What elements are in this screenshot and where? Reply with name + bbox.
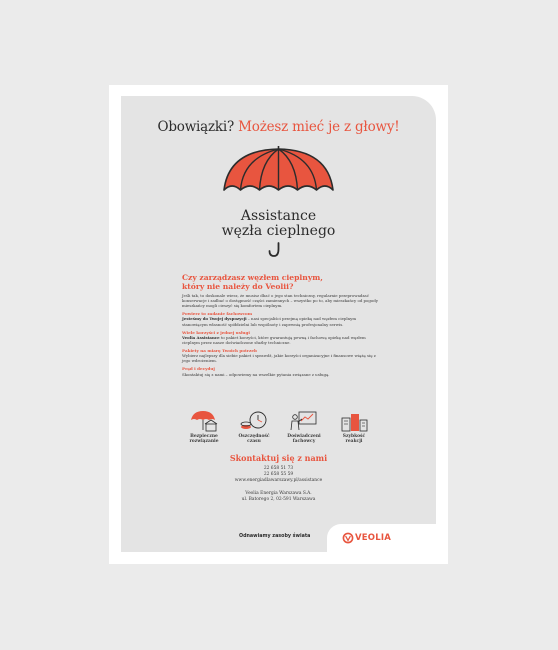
benefit-label bbox=[329, 434, 379, 445]
benefit-item bbox=[279, 410, 329, 445]
clock-coins-icon bbox=[239, 410, 269, 432]
leaflet-page bbox=[109, 85, 448, 564]
body-text bbox=[182, 274, 382, 380]
intro-text: Jeśli tak, to doskonale wiesz, że musisz dbać o jego stan techniczny, regularnie przeprowadzać konserwacje i zadbać o dostępność części zamiennych – wszystko po to, aby mieszkańcy od pogody mieszkańcy mogli cieszyć się komfortem cieplnym. bbox=[182, 293, 378, 309]
slogan: Odnawiamy zasoby świata bbox=[239, 534, 311, 539]
benefit-label bbox=[229, 434, 279, 445]
section-text: to pakiet korzyści, które gwarantują pewną i fachową opiekę nad węzłem cieplnym przez nasze doświadczone służby techniczne. bbox=[182, 334, 366, 345]
benefit-label bbox=[279, 434, 329, 445]
section-text: Wybierz najlepszy dla siebie pakiet i sprawdź, jakie korzyści organizacyjne i finansowe wiążą się z jego wdrożeniem. bbox=[182, 353, 376, 364]
title-line2: węzła cieplnego bbox=[221, 223, 336, 239]
veolia-logo-icon bbox=[342, 532, 354, 544]
umbrella-icon bbox=[221, 146, 336, 261]
section-text: – nasi specjaliści przejmą opiekę nad węzłem cieplnym stanowiącym własność spółdzielni lub wspólnoty i zapewnią profesjonalny serwis. bbox=[182, 316, 357, 327]
headline-part2: Możesz mieć je z głowy! bbox=[238, 119, 400, 135]
street-address: ul. Batorego 2, 02-591 Warszawa bbox=[241, 496, 316, 502]
presenter-icon bbox=[289, 410, 319, 432]
benefit-label-line2: fachowcy bbox=[292, 439, 316, 445]
benefit-item bbox=[329, 410, 379, 445]
section-lead: Jesteśmy do Twojej dyspozycji bbox=[182, 316, 247, 322]
content-panel bbox=[121, 96, 436, 552]
section-1 bbox=[182, 311, 382, 326]
benefits-row bbox=[179, 410, 381, 458]
benefit-label-line2: reakcji bbox=[345, 439, 363, 445]
section-text: Skontaktuj się z nami – odpowiemy na wszelkie pytania związane z usługą. bbox=[182, 371, 330, 377]
phone-2[interactable]: 22 658 55 59 bbox=[263, 471, 294, 477]
benefit-item bbox=[179, 410, 229, 445]
benefit-label-line1: Doświadczeni bbox=[287, 434, 321, 439]
benefit-item bbox=[229, 410, 279, 445]
phone-1[interactable]: 22 658 51 73 bbox=[263, 466, 294, 471]
contact-info bbox=[121, 466, 436, 483]
company-name: Veolia Energia Warszawa S.A. bbox=[245, 491, 312, 496]
title bbox=[121, 209, 436, 239]
benefit-label bbox=[179, 434, 229, 445]
buildings-icon bbox=[339, 410, 369, 432]
benefit-label-line1: Oszczędność bbox=[238, 434, 270, 439]
section-heading: Prąd i decyduj bbox=[182, 366, 215, 372]
benefit-label-line1: Szybkość bbox=[342, 434, 366, 439]
website-link[interactable]: www.energiadlawarszawy.pl/assistance bbox=[234, 477, 323, 483]
section-heading: Powierz to zadanie fachowcom bbox=[182, 311, 253, 317]
benefit-label-line2: czasu bbox=[247, 439, 261, 445]
section-lead: Veolia Assistance bbox=[182, 334, 220, 340]
headline-part1: Obowiązki? bbox=[157, 119, 235, 135]
benefit-label-line1: Bezpieczne bbox=[190, 434, 218, 439]
benefit-label-line2: rozwiązanie bbox=[189, 439, 219, 445]
headline bbox=[121, 119, 436, 135]
veolia-logo-text: VEOLIA bbox=[355, 533, 391, 543]
section-4 bbox=[182, 366, 382, 376]
section-3 bbox=[182, 348, 382, 363]
section-2 bbox=[182, 330, 382, 345]
intro-question-line2: który nie należy do Veolii? bbox=[182, 281, 294, 291]
contact-title: Skontaktuj się z nami bbox=[229, 453, 328, 463]
section-heading: Wiele korzyści z jednej usługi bbox=[182, 329, 250, 335]
umbrella-house-icon bbox=[189, 410, 219, 432]
title-line1: Assistance bbox=[240, 208, 317, 224]
intro-question bbox=[182, 274, 382, 291]
address bbox=[121, 491, 436, 503]
intro-question-line1: Czy zarządzasz węzłem cieplnym, bbox=[182, 273, 323, 282]
section-heading: Pakiety na miarę Twoich potrzeb bbox=[182, 348, 257, 354]
